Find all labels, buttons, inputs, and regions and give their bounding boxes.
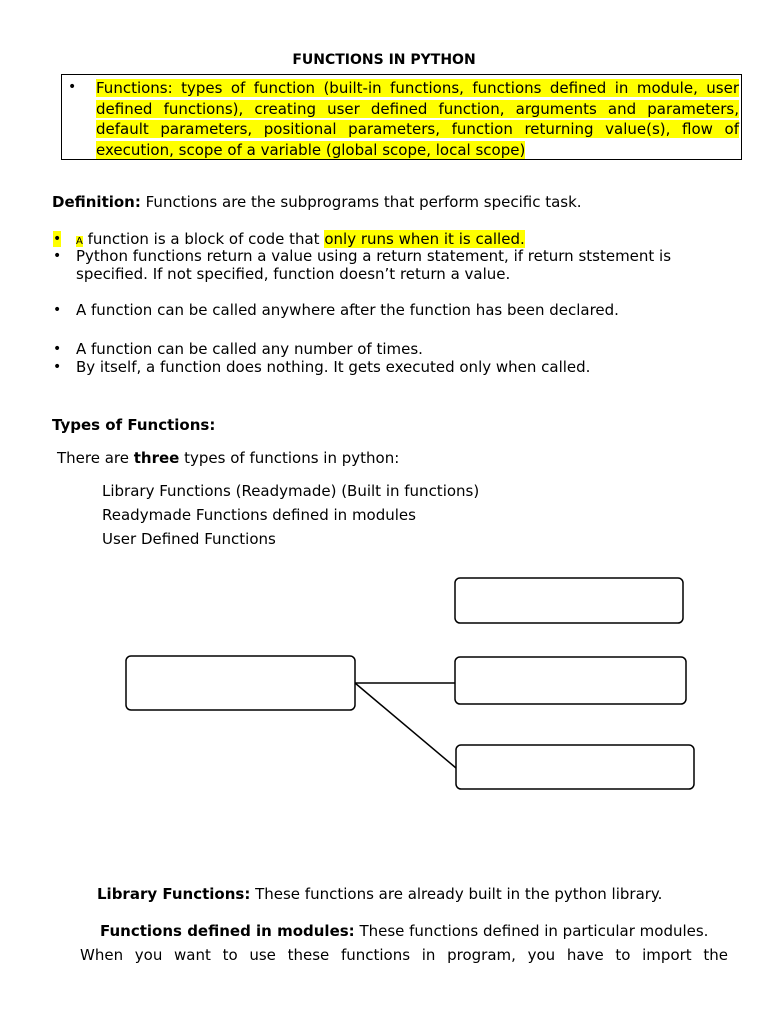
bullet-icon: • <box>53 248 62 264</box>
bullet-icon: • <box>53 231 62 247</box>
bullet-item-2-line-1: Python functions return a value using a return statement, if return ststement is <box>76 247 672 265</box>
modules-label: Functions defined in modules: <box>100 922 355 940</box>
bullet-item-4: A function can be called any number of times. <box>76 340 423 358</box>
page-title: FUNCTIONS IN PYTHON <box>292 52 476 68</box>
type-item-1: Library Functions (Readymade) (Built in functions) <box>102 482 480 500</box>
library-paragraph <box>97 885 662 903</box>
definition-text: Functions are the subprograms that perform specific task. <box>140 193 582 211</box>
bullet-1-cap: A <box>76 236 83 247</box>
types-intro-pre: There are <box>57 449 134 467</box>
types-intro-bold: three <box>133 449 180 467</box>
modules-line-2: When you want to use these functions in program, you have to import the <box>80 946 728 964</box>
bullet-item-2-line-2: specified. If not specified, function doesn’t return a value. <box>76 265 511 283</box>
types-intro-post: types of functions in python: <box>179 449 400 467</box>
bullet-1-pre: function is a block of code that <box>82 230 325 248</box>
diagram-middle-box <box>455 657 686 704</box>
diagram-connector-bottom <box>355 683 456 768</box>
modules-text: These functions defined in particular modules. <box>354 922 709 940</box>
library-label: Library Functions: <box>97 885 251 903</box>
bullet-1-highlight: only runs when it is called. <box>324 230 525 248</box>
type-item-2: Readymade Functions defined in modules <box>102 506 416 524</box>
diagram-root-box <box>126 656 355 710</box>
library-text: These functions are already built in the python library. <box>250 885 663 903</box>
bullet-icon: • <box>53 359 62 375</box>
diagram-top-box <box>455 578 683 623</box>
bullet-icon: • <box>53 302 62 318</box>
types-heading-text: Types of Functions: <box>52 416 216 434</box>
bullet-item-5: By itself, a function does nothing. It gets executed only when called. <box>76 358 591 376</box>
diagram-bottom-box <box>456 745 694 789</box>
syllabus-highlight: Functions: types of function (built-in functions, functions defined in module, user defined functions), creating user defined function, arguments and parameters, default parameters, positional parameters, function returning value(s), flow of execution, scope of a variable (global scope, local scope) <box>96 79 739 159</box>
bullet-item-3: A function can be called anywhere after the function has been declared. <box>76 301 619 319</box>
modules-paragraph <box>100 922 708 940</box>
type-item-3: User Defined Functions <box>102 530 276 548</box>
definition-label: Definition: <box>52 193 141 211</box>
bullet-icon: • <box>68 79 77 95</box>
bullet-icon: • <box>53 341 62 357</box>
